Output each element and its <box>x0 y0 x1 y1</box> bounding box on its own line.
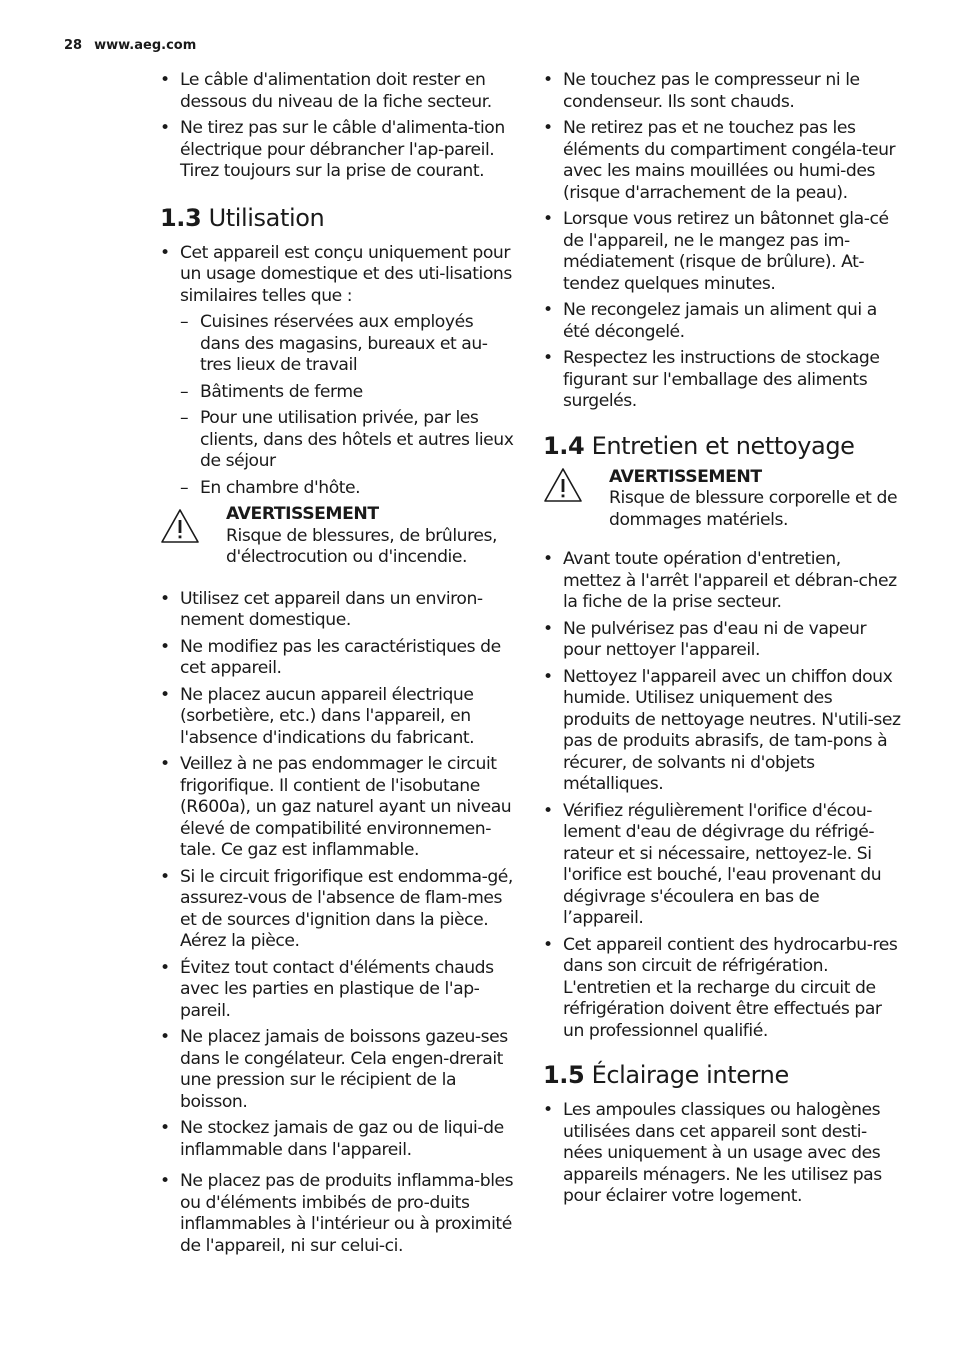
section-number: 1.5 <box>543 1061 585 1089</box>
sub-list-item: – En chambre d'hôte. <box>180 478 515 500</box>
section-title: Utilisation <box>208 203 325 232</box>
warning-text: Risque de blessure corporelle et de dommages matériels. <box>609 488 898 530</box>
usage-list <box>160 243 515 308</box>
list-item: • Vérifiez régulièrement l'orifice d'écou-lement d'eau de dégivrage du réfrigé-rateur et si nécessaire, nettoyez-le. Si l'orifice est bouché, l'eau provenant du dégivrage s'écoulera en bas de l’appareil. <box>543 801 901 930</box>
list-item: • Le câble d'alimentation doit rester en dessous du niveau de la fiche secteur. <box>160 70 515 113</box>
warning-triangle-icon <box>160 508 200 544</box>
warning-triangle-icon <box>543 467 583 503</box>
list-item: • Évitez tout contact d'éléments chauds avec les parties en plastique de l'ap-pareil. <box>160 958 515 1023</box>
list-item: • Ne touchez pas le compresseur ni le condenseur. Ils sont chauds. <box>543 70 901 113</box>
list-item: • Si le circuit frigorifique est endomma-gé, assurez-vous de l'absence de flam-mes et de sources d'ignition dans la pièce. Aérez la pièce. <box>160 867 515 953</box>
list-item: • Ne retirez pas et ne touchez pas les éléments du compartiment congéla-teur avec les mains mouillées ou humi-des (risque d'arrachement de la peau). <box>543 118 901 204</box>
list-item: • Nettoyez l'appareil avec un chiffon doux humide. Utilisez uniquement des produits de nettoyage neutres. N'utili-sez pas de produits abrasifs, de tam-pons à récurer, de solvants ni d'objets métalliques. <box>543 667 901 796</box>
list-item <box>160 243 515 308</box>
list-item: • Respectez les instructions de stockage figurant sur l'emballage des aliments surgelés. <box>543 348 901 413</box>
section-number: 1.4 <box>543 431 585 460</box>
website-url: www.aeg.com <box>94 38 197 53</box>
page-number: 28 <box>64 38 83 53</box>
list-item: • Ne recongelez jamais un aliment qui a été décongelé. <box>543 300 901 343</box>
list-item: • Veillez à ne pas endommager le circuit frigorifique. Il contient de l'isobutane (R600a), un gaz naturel ayant un niveau élevé de compatibilité environnemen-tale. Ce gaz est inflammable. <box>160 754 515 862</box>
section-heading-1-5 <box>543 1060 901 1090</box>
left-column <box>160 70 515 1262</box>
list-item: • Ne stockez jamais de gaz ou de liqui-de inflammable dans l'appareil. <box>160 1118 515 1161</box>
right-column <box>543 70 901 1213</box>
list-item: • Lorsque vous retirez un bâtonnet gla-cé de l'appareil, ne le mangez pas im-médiatement (risque de brûlure). At-tendez quelques minutes. <box>543 209 901 295</box>
warning-box <box>160 504 515 569</box>
list-item: • Ne tirez pas sur le câble d'alimenta-tion électrique pour débrancher l'ap-pareil. Tirez toujours sur la prise de courant. <box>160 118 515 183</box>
warning-title: AVERTISSEMENT <box>609 466 762 487</box>
section-heading-1-4 <box>543 431 901 461</box>
warning-title: AVERTISSEMENT <box>226 504 379 524</box>
maintenance-list <box>543 549 901 1042</box>
page-header <box>64 38 196 53</box>
list-item: • Ne pulvérisez pas d'eau ni de vapeur pour nettoyer l'appareil. <box>543 619 901 662</box>
intro-list-left <box>160 70 515 183</box>
safety-list-left <box>160 589 515 1258</box>
usage-sublist <box>160 312 515 499</box>
list-item: • Ne modifiez pas les caractéristiques de cet appareil. <box>160 637 515 680</box>
list-item: • Utilisez cet appareil dans un environ-nement domestique. <box>160 589 515 632</box>
list-item: • Avant toute opération d'entretien, mettez à l'arrêt l'appareil et débran-chez la fiche de la prise secteur. <box>543 549 901 614</box>
list-item-text: • Cet appareil est conçu uniquement pour un usage domestique et des uti-lisations similaires telles que : <box>180 242 512 306</box>
list-item: • Cet appareil contient des hydrocarbu-res dans son circuit de réfrigération. L'entretien et la recharge du circuit de réfrigération doivent être effectués par un professionnel qualifié. <box>543 935 901 1043</box>
list-item: • Ne placez jamais de boissons gazeu-ses dans le congélateur. Cela engen-drerait une pression sur le récipient de la boisson. <box>160 1027 515 1113</box>
sub-list-item: – Bâtiments de ferme <box>180 382 515 404</box>
section-heading-1-3 <box>160 203 515 233</box>
section-title: Entretien et nettoyage <box>591 431 855 460</box>
sub-list-item: – Pour une utilisation privée, par les clients, dans des hôtels et autres lieux de séjour <box>180 408 515 473</box>
lighting-list <box>543 1100 901 1208</box>
list-item: • Les ampoules classiques ou halogènes utilisées dans cet appareil sont desti-nées uniquement à un usage avec des appareils ménagers. Ne les utilisez pas pour éclairer votre logement. <box>543 1100 901 1208</box>
warning-text: Risque de blessures, de brûlures, d'électrocution ou d'incendie. <box>226 525 497 567</box>
warning-box <box>543 467 901 532</box>
section-title: Éclairage interne <box>591 1061 789 1089</box>
list-item: • Ne placez aucun appareil électrique (sorbetière, etc.) dans l'appareil, en l'absence d'indications du fabricant. <box>160 685 515 750</box>
section-number: 1.3 <box>160 203 202 232</box>
list-item: • Ne placez pas de produits inflamma-bles ou d'éléments imbibés de pro-duits inflammables à l'intérieur ou à proximité de l'appareil, ni sur celui-ci. <box>160 1171 515 1257</box>
sub-list-item: – Cuisines réservées aux employés dans des magasins, bureaux et au-tres lieux de travail <box>180 312 515 377</box>
intro-list-right <box>543 70 901 413</box>
